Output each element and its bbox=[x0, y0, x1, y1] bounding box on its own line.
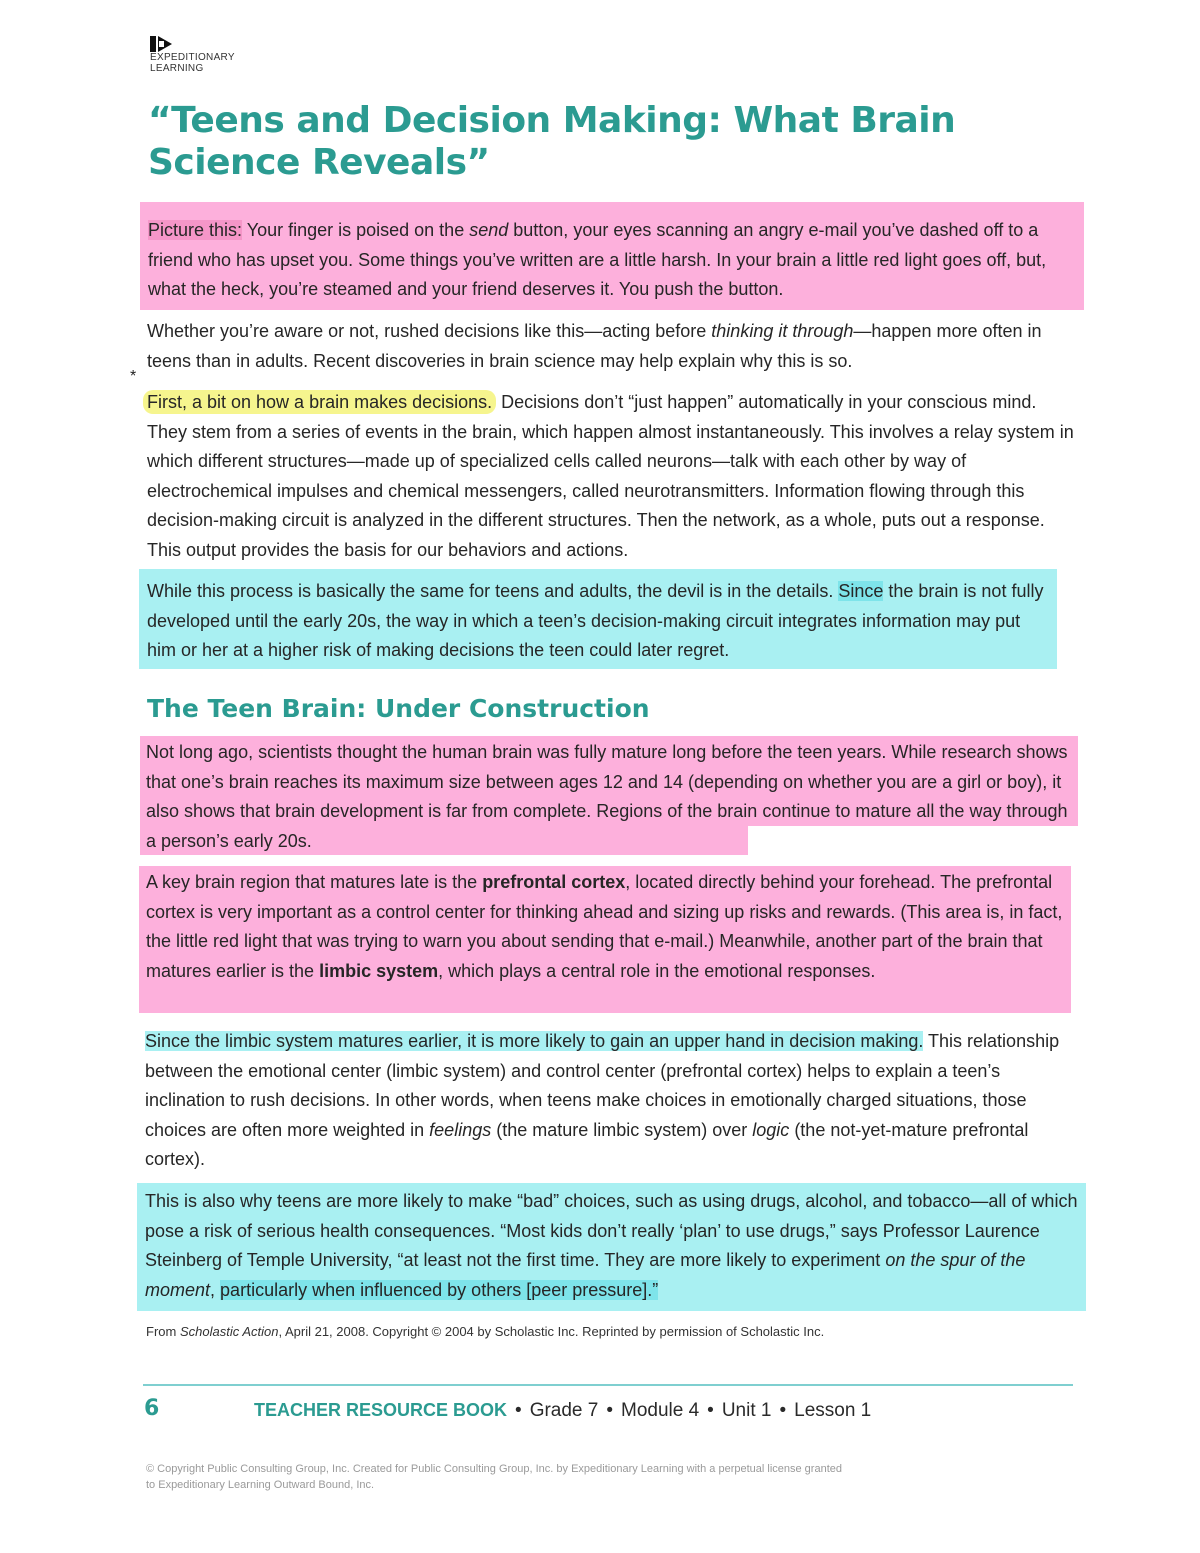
source-citation bbox=[146, 1324, 824, 1339]
paragraph-7 bbox=[145, 1027, 1075, 1175]
p6-text-a: A key brain region that matures late is the bbox=[146, 872, 483, 892]
p5-text: Not long ago, scientists thought the human brain was fully mature long before the teen years. While research shows that one’s brain reaches its maximum size between ages 12 and 14 (depending on whether you are a girl or boy), it also shows that brain development is far from complete. Regions of the brain continue to mature all the way through a person’s early 20s. bbox=[146, 742, 1068, 851]
picture-this-lead: Picture this: bbox=[148, 220, 243, 240]
paragraph-4 bbox=[147, 577, 1052, 666]
paragraph-2 bbox=[147, 317, 1072, 376]
paragraph-6 bbox=[146, 868, 1071, 986]
footer-separator: • bbox=[515, 1400, 522, 1421]
page-number: 6 bbox=[144, 1396, 160, 1421]
p6-bold-prefrontal: prefrontal cortex bbox=[482, 872, 626, 892]
footer-grade: Grade 7 bbox=[529, 1400, 599, 1421]
footer-separator: • bbox=[707, 1400, 714, 1421]
footer-module: Module 4 bbox=[621, 1400, 700, 1421]
p8-italic: on the spur of the moment bbox=[145, 1250, 1026, 1300]
p1-text-a: Your finger is poised on the bbox=[242, 220, 470, 240]
p4-text-b: the brain is not fully developed until the early 20s, the way in which a teen’s decision-making circuit integrates information may put him or her at a higher risk of making decisions the teen could later regret. bbox=[147, 581, 1044, 660]
p6-bold-limbic: limbic system bbox=[319, 960, 439, 981]
p7-italic-feelings: feelings bbox=[429, 1119, 492, 1140]
footer-lesson: Lesson 1 bbox=[794, 1400, 872, 1421]
paragraph-3 bbox=[147, 388, 1077, 565]
paragraph-8 bbox=[145, 1187, 1080, 1305]
paragraph-1 bbox=[148, 216, 1073, 305]
paragraph-5 bbox=[146, 738, 1076, 856]
margin-asterisk: * bbox=[130, 368, 137, 385]
copyright-notice: © Copyright Public Consulting Group, Inc. Created for Public Consulting Group, Inc. by Expeditionary Learning with a perpetual license granted to Expeditionary Learning Outward Bound, Inc. bbox=[146, 1463, 842, 1491]
p1-text-b: button, your eyes scanning an angry e-mail you’ve dashed off to a friend who has upset you. Some things you’ve written are a little harsh. In your brain a little red light goes off, but, what the heck, you’re steamed and your friend deserves it. You push the button. bbox=[148, 220, 1047, 299]
p6-text-c: , which plays a central role in the emotional responses. bbox=[438, 960, 876, 981]
citation-from: From bbox=[146, 1324, 180, 1339]
p7-text-a: This relationship between the emotional center (limbic system) and control center (prefrontal cortex) helps to explain a teen’s inclination to rush decisions. In other words, when teens make choices in emotionally charged situations, those choices are often more weighted in bbox=[145, 1031, 1060, 1140]
publisher-logo bbox=[150, 36, 235, 74]
logo-text bbox=[150, 52, 235, 74]
p3-yellow-highlight: First, a bit on how a brain makes decisions. bbox=[143, 390, 496, 414]
page-title: “Teens and Decision Making: What Brain Science Reveals” bbox=[148, 100, 956, 183]
footer-divider bbox=[143, 1384, 1073, 1386]
p4-text-a: While this process is basically the same for teens and adults, the devil is in the details. bbox=[147, 581, 839, 601]
citation-rest: , April 21, 2008. Copyright © 2004 by Scholastic Inc. Reprinted by permission of Scholastic Inc. bbox=[278, 1324, 825, 1339]
footer-separator: • bbox=[606, 1400, 613, 1421]
footer-line bbox=[254, 1400, 871, 1422]
el-logo-icon bbox=[150, 36, 172, 52]
p4-since-highlight: Since bbox=[838, 581, 884, 601]
p6-text-b: , located directly behind your forehead. The prefrontal cortex is very important as a control center for thinking ahead and sizing up risks and rewards. (This area is, in fact, the little red light that was trying to warn you about sending that e-mail.) Meanwhile, another part of the brain that matures earlier is the bbox=[146, 872, 1063, 981]
p8-text-a: This is also why teens are more likely to make “bad” choices, such as using drugs, alcohol, and tobacco—all of which pose a risk of serious health consequences. “Most kids don’t really ‘plan’ to use drugs,” says Professor Laurence Steinberg of Temple University, “at least not the first time. They are more likely to experiment bbox=[145, 1191, 1078, 1270]
p7-text-c: (the not-yet-mature prefrontal cortex). bbox=[145, 1119, 1029, 1169]
p7-italic-logic: logic bbox=[752, 1119, 790, 1140]
p2-italic: thinking it through bbox=[711, 321, 854, 341]
footer-unit: Unit 1 bbox=[721, 1400, 772, 1421]
logo-line-1: EXPEDITIONARY bbox=[150, 52, 235, 63]
section-heading: The Teen Brain: Under Construction bbox=[147, 694, 650, 723]
citation-source: Scholastic Action bbox=[179, 1324, 279, 1339]
p1-italic-send: send bbox=[469, 220, 509, 240]
footer-book-title: TEACHER RESOURCE BOOK bbox=[254, 1400, 508, 1420]
p2-text-b: —happen more often in teens than in adults. Recent discoveries in brain science may help explain why this is so. bbox=[147, 321, 1042, 371]
page-footer bbox=[144, 1396, 1074, 1430]
p2-text-a: Whether you’re aware or not, rushed decisions like this—acting before bbox=[147, 321, 712, 341]
p8-strong-highlight: particularly when influenced by others [peer pressure].” bbox=[220, 1279, 659, 1300]
p7-cyan-highlight: Since the limbic system matures earlier, it is more likely to gain an upper hand in decision making. bbox=[145, 1031, 924, 1051]
p3-text: Decisions don’t “just happen” automatically in your conscious mind. They stem from a series of events in the brain, which happen almost instantaneously. This involves a relay system in which different structures—made up of specialized cells called neurons—talk with each other by way of electrochemical impulses and chemical messengers, called neurotransmitters. Information flowing through this decision-making circuit is analyzed in the different structures. Then the network, as a whole, puts out a response. This output provides the basis for our behaviors and actions. bbox=[147, 392, 1074, 560]
logo-line-2: LEARNING bbox=[150, 63, 204, 74]
p8-text-b: , bbox=[210, 1279, 221, 1300]
p7-text-b: (the mature limbic system) over bbox=[491, 1119, 753, 1140]
footer-separator: • bbox=[779, 1400, 787, 1421]
